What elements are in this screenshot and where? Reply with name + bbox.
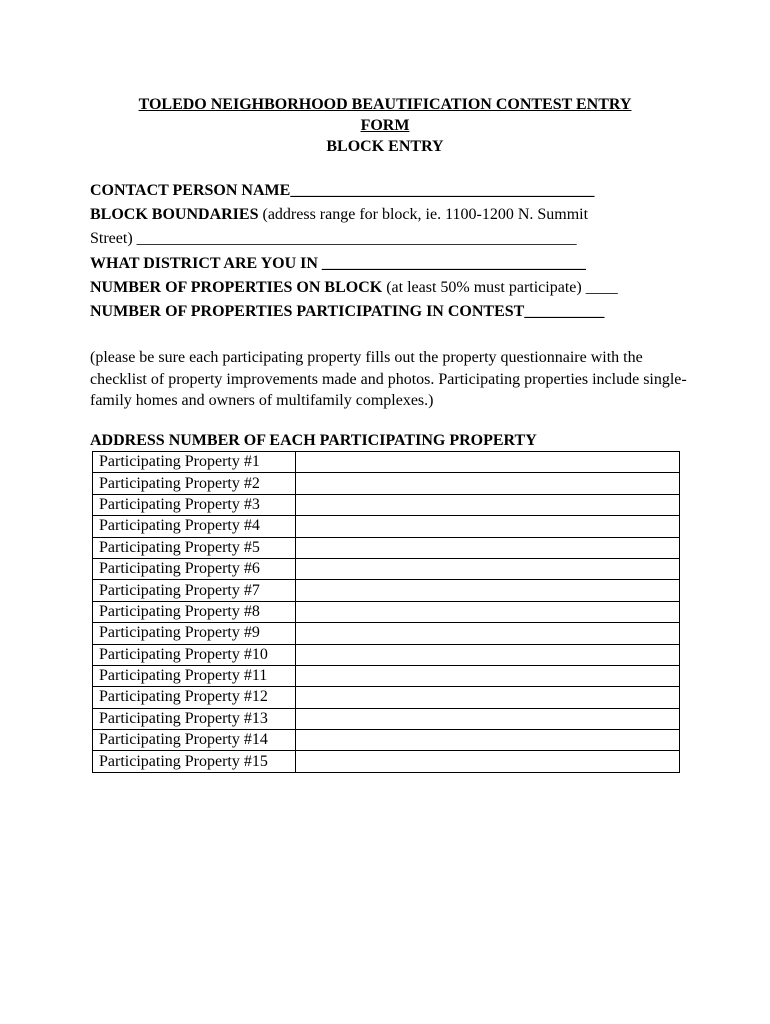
property-address-cell [296,687,680,708]
table-row [93,601,680,622]
property-address-input[interactable] [296,538,679,558]
block-boundaries-row [90,203,690,227]
property-address-cell [296,516,680,537]
property-address-cell [296,580,680,601]
property-address-input[interactable] [296,623,679,643]
property-address-input[interactable] [296,581,679,601]
property-address-input[interactable] [296,645,679,665]
property-address-cell [296,751,680,772]
property-address-cell [296,708,680,729]
table-row [93,623,680,644]
property-address-input[interactable] [296,474,679,494]
property-label: Participating Property #1 [93,452,296,473]
property-address-cell [296,473,680,494]
num-properties-row [90,276,690,300]
property-address-input[interactable] [296,666,679,686]
table-row [93,473,680,494]
num-participating-field[interactable]: __________ [524,303,605,321]
block-boundaries-hint: (address range for block, ie. 1100-1200 N. Summit [258,206,589,224]
table-row [93,580,680,601]
district-field[interactable]: _________________________________ [321,254,586,272]
property-label: Participating Property #12 [93,687,296,708]
contact-person-field[interactable]: ______________________________________ [290,182,595,199]
property-address-cell [296,644,680,665]
property-label: Participating Property #2 [93,473,296,494]
table-row [93,516,680,537]
property-address-input[interactable] [296,495,679,515]
form-subtitle: BLOCK ENTRY [326,138,444,155]
block-boundaries-label: BLOCK BOUNDARIES [90,206,259,224]
num-properties-field[interactable]: ____ [585,278,618,296]
contact-person-label: CONTACT PERSON NAME [90,182,291,199]
property-address-cell [296,558,680,579]
table-row [93,494,680,515]
property-address-cell [296,623,680,644]
district-label: WHAT DISTRICT ARE YOU IN [90,254,322,272]
title-line-1: TOLEDO NEIGHBORHOOD BEAUTIFICATION CONTEST ENTRY [138,96,632,113]
property-label: Participating Property #15 [93,751,296,772]
property-address-cell [296,537,680,558]
property-label: Participating Property #6 [93,558,296,579]
table-row [93,730,680,751]
table-row [93,708,680,729]
property-label: Participating Property #8 [93,601,296,622]
table-row [93,452,680,473]
property-address-input[interactable] [296,687,679,707]
property-label: Participating Property #11 [93,665,296,686]
property-address-cell [296,494,680,515]
property-label: Participating Property #13 [93,708,296,729]
table-row [93,751,680,772]
district-row [90,252,690,276]
property-address-input[interactable] [296,709,679,729]
num-participating-row [90,300,690,324]
property-address-input[interactable] [296,516,679,536]
contact-person-row [90,179,690,203]
num-properties-label: NUMBER OF PROPERTIES ON BLOCK [90,278,383,296]
num-participating-label: NUMBER OF PROPERTIES PARTICIPATING IN CONTEST [90,303,525,321]
form-title [90,94,680,157]
property-label: Participating Property #3 [93,494,296,515]
property-address-input[interactable] [296,730,679,750]
property-label: Participating Property #10 [93,644,296,665]
property-label: Participating Property #5 [93,537,296,558]
property-address-input[interactable] [296,752,679,772]
num-properties-hint: (at least 50% must participate) [382,278,586,296]
block-boundaries-row-2 [90,227,690,251]
property-label: Participating Property #9 [93,623,296,644]
property-address-input[interactable] [296,559,679,579]
property-label: Participating Property #4 [93,516,296,537]
property-address-input[interactable] [296,602,679,622]
property-address-cell [296,665,680,686]
entry-fields [90,179,690,324]
table-row [93,537,680,558]
property-label: Participating Property #7 [93,580,296,601]
table-heading: ADDRESS NUMBER OF EACH PARTICIPATING PROPERTY [90,432,537,449]
table-row [93,687,680,708]
property-address-cell [296,601,680,622]
instructions-note: (please be sure each participating property fills out the property questionnaire with the checklist of property improvements made and photos. Participating properties include single-family homes and owners of multifamily complexes.) [90,349,687,409]
participating-properties-table [92,451,680,773]
block-boundaries-hint-cont: Street) [90,230,137,248]
property-address-cell [296,730,680,751]
table-row [93,665,680,686]
property-address-cell [296,452,680,473]
property-address-input[interactable] [296,452,679,472]
block-boundaries-field[interactable]: _______________________________________________________ [136,230,577,248]
title-line-2: FORM [360,117,410,134]
property-label: Participating Property #14 [93,730,296,751]
table-row [93,644,680,665]
table-row [93,558,680,579]
